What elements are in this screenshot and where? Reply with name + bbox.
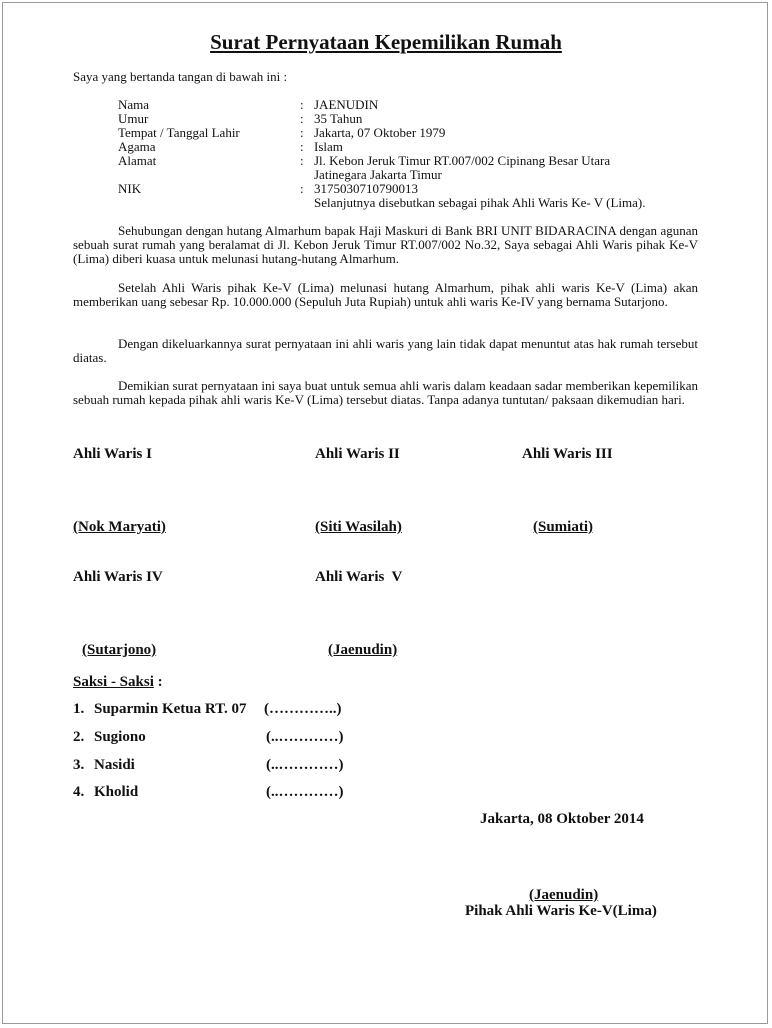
identity-label-religion: Agama [118, 139, 156, 154]
identity-value-address: Jl. Kebon Jeruk Timur RT.007/002 Cipinang Besar Utara [314, 153, 611, 168]
witness-1-number: 1. [73, 701, 85, 717]
identity-colon: : [300, 153, 304, 168]
witness-4-sign: (..…………) [266, 784, 344, 800]
identity-colon: : [300, 139, 304, 154]
heir-3-role: Ahli Waris III [522, 446, 613, 462]
witnesses-heading: Saksi - Saksi : [73, 674, 163, 690]
witness-1-sign: (…………..) [264, 701, 342, 717]
identity-label-birth: Tempat / Tanggal Lahir [118, 125, 240, 140]
identity-label-age: Umur [118, 111, 149, 126]
identity-colon: : [300, 97, 304, 112]
identity-value-name: JAENUDIN [314, 97, 379, 112]
identity-label-address: Alamat [118, 153, 157, 168]
heir-1-name: (Nok Maryati) [73, 519, 166, 535]
heir-5-role: Ahli Waris V [315, 569, 403, 585]
paragraph-4: Demikian surat pernyataan ini saya buat untuk semua ahli waris dalam keadaan sadar memberikan kepemilikan sebuah rumah kepada pihak ahli waris Ke-V (Lima) tersebut diatas. Tanpa adanya tuntutan/ paksaan dikemudian hari. [73, 378, 698, 407]
witness-2-sign: (..…………) [266, 729, 344, 745]
identity-colon: : [300, 111, 304, 126]
identity-value-nik: 3175030710790013 [314, 181, 418, 196]
place-date: Jakarta, 08 Oktober 2014 [480, 811, 644, 827]
heir-2-name: (Siti Wasilah) [315, 519, 402, 535]
signer-role: Pihak Ahli Waris Ke-V(Lima) [465, 903, 657, 919]
identity-colon: : [300, 181, 304, 196]
signer-name: (Jaenudin) [529, 887, 599, 903]
identity-note: Selanjutnya disebutkan sebagai pihak Ahli Waris Ke- V (Lima). [314, 195, 646, 210]
identity-value-birth: Jakarta, 07 Oktober 1979 [314, 125, 446, 140]
identity-value-age: 35 Tahun [314, 111, 363, 126]
witness-2-number: 2. [73, 729, 85, 745]
witness-2-name: Sugiono [94, 729, 146, 745]
document-title: Surat Pernyataan Kepemilikan Rumah [210, 30, 562, 54]
witness-3-number: 3. [73, 757, 85, 773]
heir-4-role: Ahli Waris IV [73, 569, 163, 585]
identity-colon: : [300, 125, 304, 140]
identity-label-name: Nama [118, 97, 150, 112]
paragraph-2: Setelah Ahli Waris pihak Ke-V (Lima) melunasi hutang Almarhum, pihak ahli waris Ke-V (Lima) akan memberikan uang sebesar Rp. 10.000.000 (Sepuluh Juta Rupiah) untuk ahli waris Ke-IV yang bernama Sutarjono. [73, 280, 698, 309]
heir-1-role: Ahli Waris I [73, 446, 152, 462]
paragraph-3: Dengan dikeluarkannya surat pernyataan ini ahli waris yang lain tidak dapat menuntut atas hak rumah tersebut diatas. [73, 336, 698, 365]
heir-2-role: Ahli Waris II [315, 446, 400, 462]
identity-value-address-line2: Jatinegara Jakarta Timur [314, 167, 442, 182]
witness-4-name: Kholid [94, 784, 139, 800]
identity-value-religion: Islam [314, 139, 343, 154]
heir-4-name: (Sutarjono) [82, 642, 157, 658]
witness-3-name: Nasidi [94, 757, 135, 773]
witness-1-name: Suparmin Ketua RT. 07 [94, 701, 247, 717]
witness-3-sign: (..…………) [266, 757, 344, 773]
heir-3-name: (Sumiati) [533, 519, 593, 535]
paragraph-1: Sehubungan dengan hutang Almarhum bapak Haji Maskuri di Bank BRI UNIT BIDARACINA dengan agunan sebuah surat rumah yang beralamat di Jl. Kebon Jeruk Timur RT.007/002 No.32, Saya sebagai Ahli Waris pihak Ke-V (Lima) diberi kuasa untuk melunasi hutang-hutang Almarhum. [73, 223, 698, 266]
identity-label-nik: NIK [118, 181, 142, 196]
witness-4-number: 4. [73, 784, 85, 800]
heir-5-name: (Jaenudin) [328, 642, 398, 658]
intro-text: Saya yang bertanda tangan di bawah ini : [73, 69, 288, 84]
